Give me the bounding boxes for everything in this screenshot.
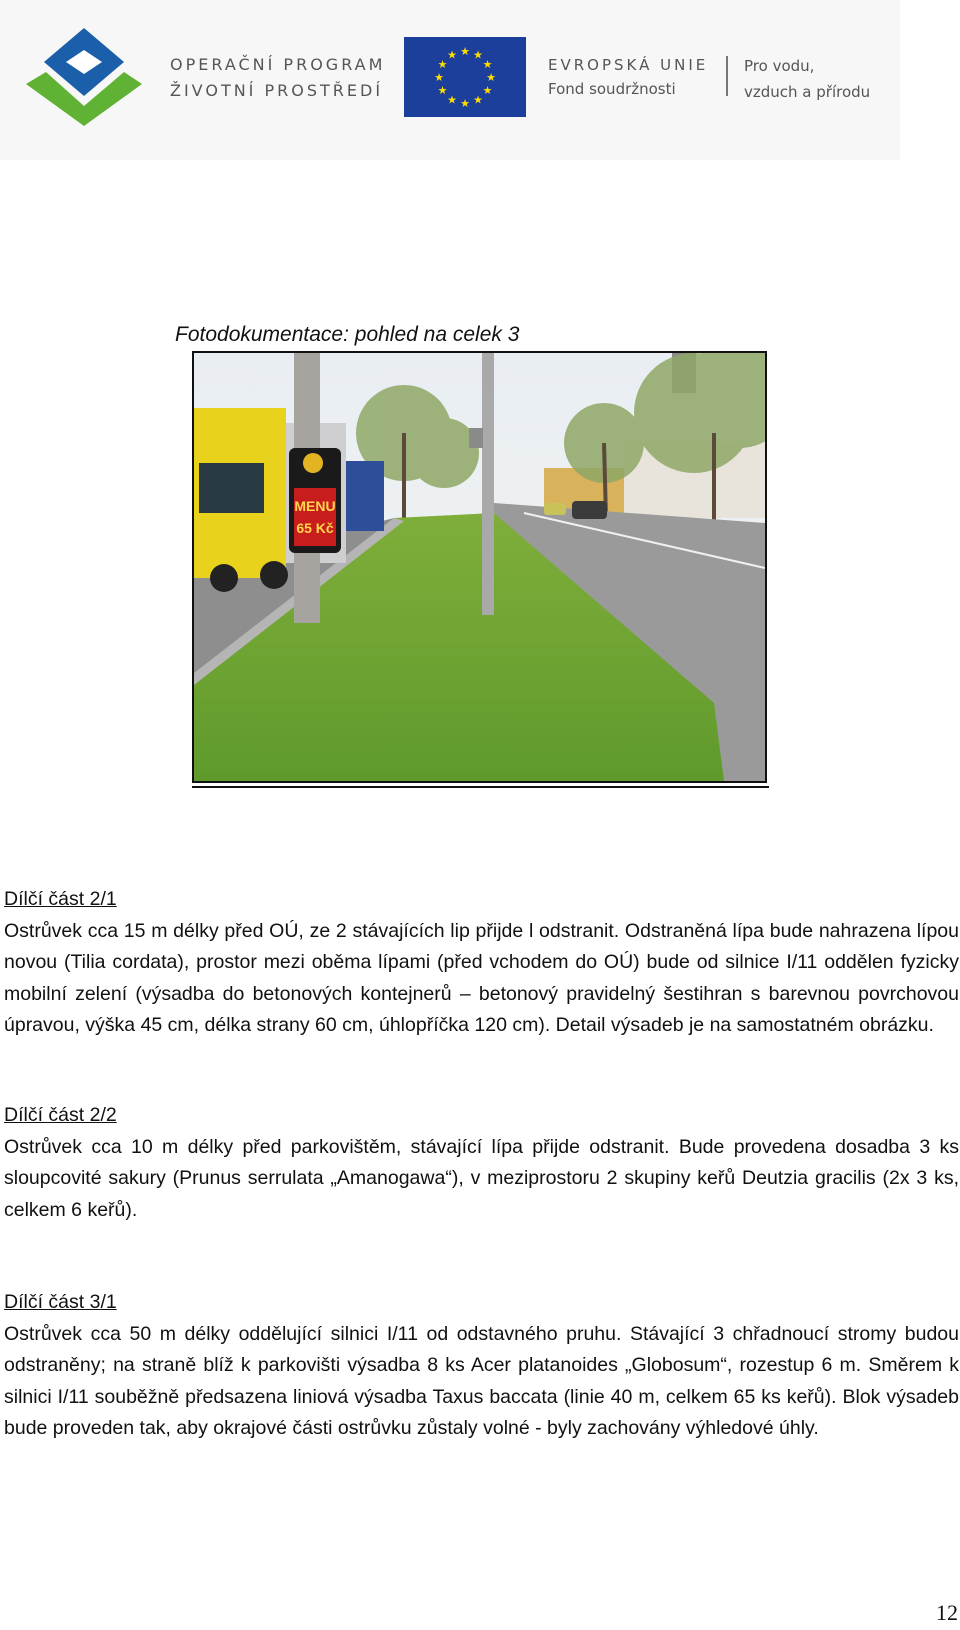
section-heading: Dílčí část 2/1 <box>4 888 117 910</box>
eu-star-icon: ★ <box>460 46 470 58</box>
sign-price-text: 65 Kč <box>296 520 334 536</box>
eu-line-2: Fond soudržnosti <box>548 80 676 98</box>
motto-line-1: Pro vodu, <box>744 57 815 75</box>
section-body: Ostrůvek cca 10 m délky před parkovištěm, stávající lípa přijde odstranit. Bude provedena dosadba 3 ks sloupcovité sakury (Prunus serrulata „Amanogawa“), v meziprostoru 2 skupiny keřů Deutzia gracilis (2x 3 ks, celkem 6 keřů). <box>4 1135 959 1221</box>
eu-star-icon: ★ <box>437 59 448 71</box>
eu-label <box>548 53 708 101</box>
section-heading: Dílčí část 3/1 <box>4 1291 117 1313</box>
eu-star-icon: ★ <box>482 85 493 97</box>
photo-caption: Fotodokumentace: pohled na celek 3 <box>175 323 520 346</box>
op-line-1: OPERAČNÍ PROGRAM <box>170 55 386 74</box>
eu-star-icon: ★ <box>486 72 496 84</box>
op-program-name <box>170 52 385 104</box>
section-heading: Dílčí část 2/2 <box>4 1104 117 1126</box>
street-photo <box>192 351 767 783</box>
sign-menu-text: MENU <box>294 498 336 514</box>
eu-star-icon: ★ <box>437 85 448 97</box>
op-zp-logo-icon <box>20 22 148 127</box>
eu-star-icon: ★ <box>460 98 470 110</box>
photo-underline <box>192 786 769 788</box>
eu-star-icon: ★ <box>447 94 457 107</box>
page-header <box>0 0 900 160</box>
motto-line-2: vzduch a přírodu <box>744 83 871 101</box>
street-scene-illustration <box>194 353 765 781</box>
section-2-2 <box>4 1100 959 1226</box>
eu-star-icon: ★ <box>434 72 444 84</box>
page-number: 12 <box>936 1600 958 1625</box>
eu-star-icon: ★ <box>473 94 483 107</box>
op-line-2: ŽIVOTNÍ PROSTŘEDÍ <box>170 81 384 100</box>
section-2-1 <box>4 884 959 1042</box>
motto <box>744 53 870 105</box>
eu-line-1: EVROPSKÁ UNIE <box>548 56 709 74</box>
eu-flag-icon <box>404 37 526 117</box>
section-body: Ostrůvek cca 50 m délky oddělující silnici I/11 od odstavného pruhu. Stávající 3 chřadnoucí stromy budou odstraněny; na straně blíž k parkovišti výsadba 8 ks Acer platanoides „Globosum“, rozestup 6 m. Směrem k silnici I/11 souběžně předsazena liniová výsadba Taxus baccata (linie 40 m, celkem 65 ks keřů). Blok výsadeb bude proveden tak, aby okrajové části ostrůvku zůstaly volné - byly zachovány výhledové úhly. <box>4 1322 959 1439</box>
section-body: Ostrůvek cca 15 m délky před OÚ, ze 2 stávajících lip přijde l odstranit. Odstraněná lípa bude nahrazena lípou novou (Tilia cordata), prostor mezi oběma lípami (před vchodem do OÚ) bude od silnice I/11 oddělen fyzicky mobilní zelení (výsadba do betonových kontejnerů – betonový pravidelný šestihran s barevnou povrchovou úpravou, výška 45 cm, délka strany 60 cm, úhlopříčka 120 cm). Detail výsadeb je na samostatném obrázku. <box>4 919 959 1036</box>
eu-star-icon: ★ <box>482 59 493 71</box>
eu-star-icon: ★ <box>447 49 457 62</box>
eu-star-icon: ★ <box>473 49 483 62</box>
header-divider <box>726 56 728 96</box>
section-3-1 <box>4 1287 959 1445</box>
